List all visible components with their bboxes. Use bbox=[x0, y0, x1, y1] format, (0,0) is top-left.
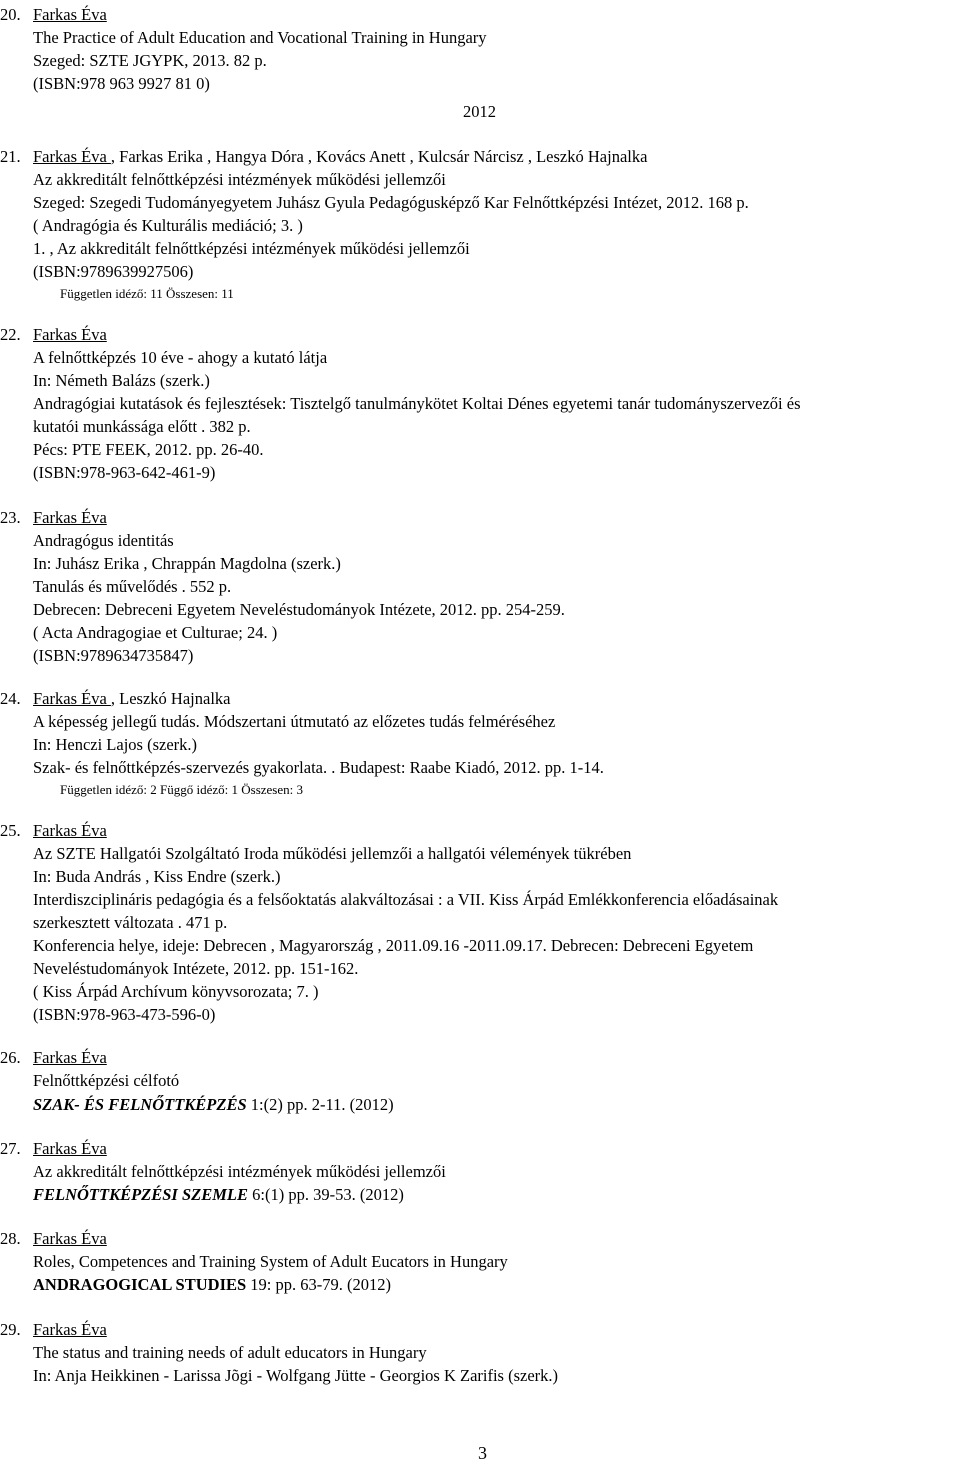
book-title: Andragógiai kutatások és fejlesztések: Tisztelgő tanulmánykötet Koltai Dénes egyetemi tanár tudományszervezői és bbox=[33, 394, 801, 413]
publisher: Szeged: SZTE JGYPK, 2013. 82 p. bbox=[33, 51, 267, 70]
editor: In: Németh Balázs (szerk.) bbox=[33, 371, 210, 390]
entry-title: A képesség jellegű tudás. Módszertani útmutató az előzetes tudás felméréséhez bbox=[33, 712, 556, 731]
entry-number: 20. bbox=[0, 5, 21, 24]
entry-title: Andragógus identitás bbox=[33, 531, 174, 550]
author-link[interactable]: Farkas Éva bbox=[33, 147, 111, 166]
entry-title: A felnőttképzés 10 éve - ahogy a kutató látja bbox=[33, 348, 328, 367]
author-link[interactable]: Farkas Éva bbox=[33, 1139, 107, 1158]
editor: In: Henczi Lajos (szerk.) bbox=[33, 735, 198, 754]
author-link[interactable]: Farkas Éva bbox=[33, 821, 107, 840]
journal-line bbox=[33, 1095, 394, 1115]
entry-title: Roles, Competences and Training System of Adult Eucators in Hungary bbox=[33, 1252, 508, 1271]
book-title: Interdiszciplináris pedagógia és a felsőoktatás alakváltozásai : a VII. Kiss Árpád Emlékkonferencia előadásainak bbox=[33, 890, 779, 909]
entry-number: 21. bbox=[0, 147, 21, 166]
journal-name: SZAK- ÉS FELNŐTTKÉPZÉS bbox=[33, 1095, 247, 1114]
author-line bbox=[33, 147, 647, 167]
journal-name: ANDRAGOGICAL STUDIES bbox=[33, 1275, 247, 1294]
isbn: (ISBN:978-963-642-461-9) bbox=[33, 463, 216, 482]
entry-number: 23. bbox=[0, 508, 21, 527]
entry-title: The Practice of Adult Education and Vocational Training in Hungary bbox=[33, 28, 487, 47]
isbn: (ISBN:9789639927506) bbox=[33, 262, 194, 281]
journal-line bbox=[33, 1185, 404, 1205]
coauthors: , Farkas Erika , Hangya Dóra , Kovács Anett , Kulcsár Nárcisz , Leszkó Hajnalka bbox=[110, 147, 648, 166]
volume: 1. , Az akkreditált felnőttképzési intézmények működési jellemzői bbox=[33, 239, 470, 258]
publisher: Debrecen: Debreceni Egyetem Neveléstudományok Intézete, 2012. pp. 254-259. bbox=[33, 600, 565, 619]
author-link[interactable]: Farkas Éva bbox=[33, 689, 111, 708]
author-link[interactable]: Farkas Éva bbox=[33, 5, 107, 24]
conference-cont: Neveléstudományok Intézete, 2012. pp. 151-162. bbox=[33, 959, 359, 978]
entry-number: 29. bbox=[0, 1320, 21, 1339]
coauthors: , Leszkó Hajnalka bbox=[110, 689, 231, 708]
entry-title: Az akkreditált felnőttképzési intézmények működési jellemzői bbox=[33, 1162, 446, 1181]
entry-title: The status and training needs of adult educators in Hungary bbox=[33, 1343, 427, 1362]
editor: In: Buda András , Kiss Endre (szerk.) bbox=[33, 867, 281, 886]
journal-line bbox=[33, 1275, 391, 1295]
series: ( Kiss Árpád Archívum könyvsorozata; 7. ) bbox=[33, 982, 319, 1001]
entry-title: Felnőttképzési célfotó bbox=[33, 1071, 180, 1090]
book-title: Tanulás és művelődés . 552 p. bbox=[33, 577, 232, 596]
series: ( Andragógia és Kulturális mediáció; 3. ) bbox=[33, 216, 303, 235]
book-title: Szak- és felnőttképzés-szervezés gyakorlata. . Budapest: Raabe Kiadó, 2012. pp. 1-14. bbox=[33, 758, 604, 777]
author-link[interactable]: Farkas Éva bbox=[33, 1229, 107, 1248]
isbn: (ISBN:978 963 9927 81 0) bbox=[33, 74, 210, 93]
author-link[interactable]: Farkas Éva bbox=[33, 325, 107, 344]
author-link[interactable]: Farkas Éva bbox=[33, 1320, 107, 1339]
author-line bbox=[33, 689, 230, 709]
book-title-cont: kutatói munkássága előtt . 382 p. bbox=[33, 417, 251, 436]
journal-details: 6:(1) pp. 39-53. (2012) bbox=[248, 1185, 404, 1204]
entry-number: 27. bbox=[0, 1139, 21, 1158]
journal-details: 1:(2) pp. 2-11. (2012) bbox=[246, 1095, 394, 1114]
series: ( Acta Andragogiae et Culturae; 24. ) bbox=[33, 623, 278, 642]
journal-details: 19: pp. 63-79. (2012) bbox=[246, 1275, 391, 1294]
entry-title: Az SZTE Hallgatói Szolgáltató Iroda működési jellemzői a hallgatói vélemények tükrében bbox=[33, 844, 632, 863]
entry-number: 24. bbox=[0, 689, 21, 708]
journal-name: FELNŐTTKÉPZÉSI SZEMLE bbox=[33, 1185, 248, 1204]
publisher: Szeged: Szegedi Tudományegyetem Juhász Gyula Pedagógusképző Kar Felnőttképzési Intézet, 2012. 168 p. bbox=[33, 193, 749, 212]
entry-number: 26. bbox=[0, 1048, 21, 1067]
citation-counts: Független idéző: 2 Függő idéző: 1 Összesen: 3 bbox=[60, 782, 303, 797]
isbn: (ISBN:9789634735847) bbox=[33, 646, 194, 665]
entry-number: 25. bbox=[0, 821, 21, 840]
editor: In: Anja Heikkinen - Larissa Jõgi - Wolfgang Jütte - Georgios K Zarifis (szerk.) bbox=[33, 1366, 559, 1385]
page-number: 3 bbox=[478, 1443, 487, 1463]
conference: Konferencia helye, ideje: Debrecen , Magyarország , 2011.09.16 -2011.09.17. Debrecen: Debreceni Egyetem bbox=[33, 936, 754, 955]
editor: In: Juhász Erika , Chrappán Magdolna (szerk.) bbox=[33, 554, 341, 573]
author-link[interactable]: Farkas Éva bbox=[33, 508, 107, 527]
entry-number: 22. bbox=[0, 325, 21, 344]
author-link[interactable]: Farkas Éva bbox=[33, 1048, 107, 1067]
year-heading: 2012 bbox=[463, 102, 496, 121]
entry-title: Az akkreditált felnőttképzési intézmények működési jellemzői bbox=[33, 170, 446, 189]
book-title-cont: szerkesztett változata . 471 p. bbox=[33, 913, 228, 932]
isbn: (ISBN:978-963-473-596-0) bbox=[33, 1005, 216, 1024]
entry-number: 28. bbox=[0, 1229, 21, 1248]
citation-counts: Független idéző: 11 Összesen: 11 bbox=[60, 286, 234, 301]
publisher: Pécs: PTE FEEK, 2012. pp. 26-40. bbox=[33, 440, 264, 459]
